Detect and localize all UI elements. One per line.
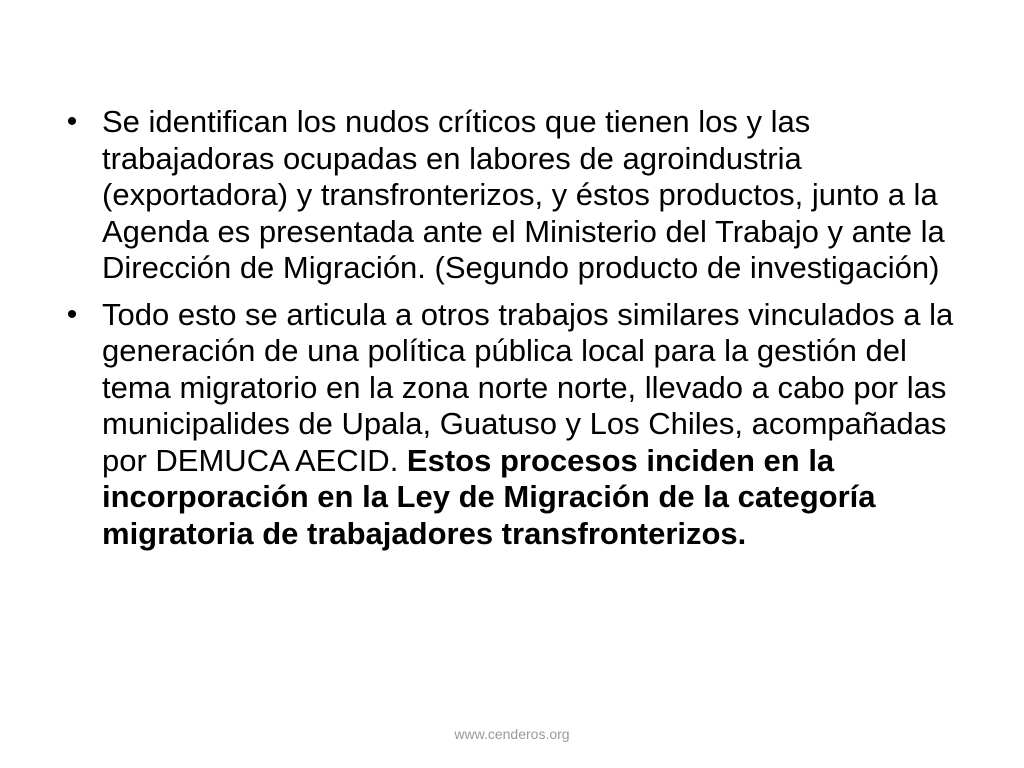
- bullet-dot-icon: •: [66, 297, 78, 331]
- footer-url: www.cenderos.org: [454, 726, 570, 742]
- bullet-item-2: [62, 297, 962, 553]
- bullet-bold-text: Estos procesos inciden en la incorporación en la Ley de Migración de la categoría migratoria de trabajadores transfronterizos.: [102, 442, 876, 551]
- bullet-text: Se identifican los nudos críticos que tienen los y las trabajadoras ocupadas en labores de agroindustria (exportadora) y transfronterizos, y éstos productos, junto a la Agenda es presentada ante el Ministerio del Trabajo y ante la Dirección de Migración. (Segundo producto de investigación): [102, 104, 945, 285]
- bullet-text: Todo esto se articula a otros trabajos similares vinculados a la generación de una política pública local para la gestión del tema migratorio en la zona norte norte, llevado a cabo por las municipalides de Upala, Guatuso y Los Chiles, acompañadas por DEMUCA AECID.: [102, 296, 954, 478]
- bullet-dot-icon: •: [66, 105, 78, 138]
- bullet-list: [62, 104, 962, 562]
- bullet-item-1: [62, 104, 962, 287]
